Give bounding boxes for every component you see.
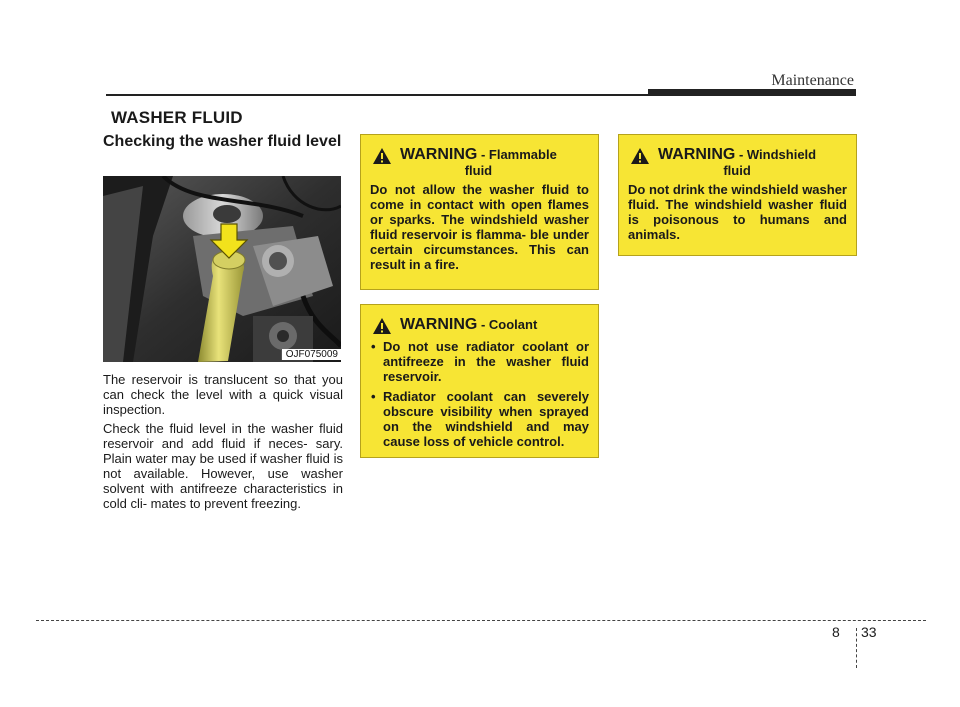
figure-code: OJF075009	[281, 349, 341, 360]
warning-coolant-box	[360, 304, 599, 458]
warning-bullet: • Radiator coolant can severely obscure visibility when sprayed on the windshield and may cause loss of vehicle control.	[370, 389, 589, 449]
warning-subtitle: - Coolant	[480, 317, 538, 332]
warning-bullet: • Do not use radiator coolant or antifreeze in the washer fluid reservoir.	[370, 339, 589, 384]
warning-heading	[370, 317, 589, 335]
paragraph-text: The reservoir is translucent so that you can check the level with a quick visual inspection.	[103, 372, 343, 417]
warning-subtitle-line2: fluid	[723, 163, 751, 178]
engine-bay-illustration	[103, 176, 341, 362]
warning-label: WARNING	[400, 316, 478, 333]
footer-divider	[856, 628, 857, 668]
page-number: 33	[861, 624, 877, 640]
warning-text: Do not allow the washer fluid to come in contact with open flames or sparks. The windshield washer fluid reservoir is flamma- ble under certain circumstances. This can result in a fire.	[370, 182, 589, 272]
warning-triangle-icon	[372, 317, 392, 335]
warning-triangle-icon	[372, 147, 392, 165]
chapter-title: Maintenance	[771, 72, 854, 89]
body-paragraph-1	[103, 372, 343, 417]
engine-bay-photo	[103, 176, 341, 362]
warning-subtitle-line2: fluid	[464, 163, 493, 178]
section-number: 8	[832, 624, 840, 640]
warning-heading	[628, 147, 847, 178]
warning-subtitle: - Windshield	[738, 147, 817, 162]
header-bar	[648, 89, 856, 96]
warning-text: Do not drink the windshield washer fluid. The windshield washer fluid is poisonous to humans and animals.	[628, 182, 847, 242]
warning-triangle-icon	[630, 147, 650, 165]
warning-subtitle: - Flammable	[480, 147, 557, 162]
warning-windshield-fluid-box	[618, 134, 857, 256]
warning-label: WARNING	[400, 146, 478, 163]
footer-rule	[36, 620, 926, 621]
body-paragraph-2	[103, 421, 343, 511]
subsection-heading: Checking the washer fluid level	[103, 133, 342, 150]
warning-heading	[370, 147, 589, 178]
paragraph-text: Check the fluid level in the washer fluid reservoir and add fluid if neces- sary. Plain water may be used if washer fluid is not available. However, use washer solvent with antifreeze characteristics in cold cli- mates to prevent freezing.	[103, 421, 343, 511]
warning-label: WARNING	[658, 146, 736, 163]
section-title: WASHER FLUID	[111, 108, 243, 127]
warning-bullet-list	[370, 339, 589, 449]
warning-flammable-box	[360, 134, 599, 290]
